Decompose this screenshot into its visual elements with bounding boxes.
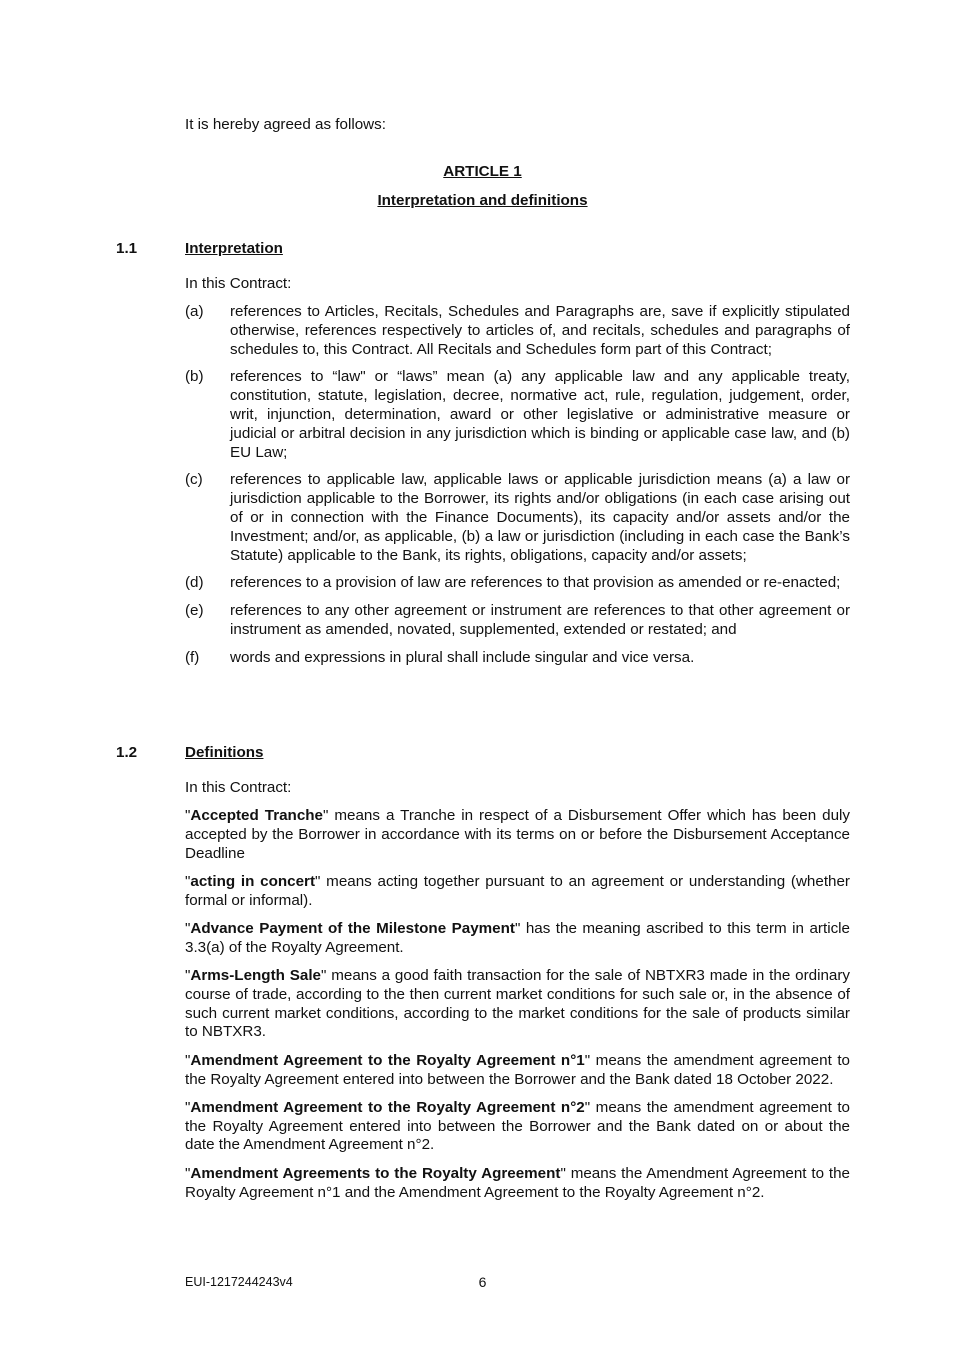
definition-text: " means a Tranche in respect of a Disbursement Offer which has been duly accepted by the Borrower in accordance with its terms on or before the Disbursement Acceptance Deadline xyxy=(185,807,850,862)
definition-entry: "Amendment Agreements to the Royalty Agreement" means the Amendment Agreement to the Royalty Agreement n°1 and the Amendment Agreement to the Royalty Agreement n°2. xyxy=(185,1164,850,1201)
definition-text: " means the amendment agreement to the Royalty Agreement entered into between the Borrower and the Bank dated on or about the date the Amendment Agreement n°2. xyxy=(185,1098,851,1154)
definition-text: " means acting together pursuant to an agreement or understanding (whether formal or informal). xyxy=(185,872,850,909)
list-item-text: references to any other agreement or instrument are references to that other agreement or instrument as amended, novated, supplemented, extended or restated; and xyxy=(230,602,850,638)
section-lead-1-2: In this Contract: xyxy=(185,779,292,796)
section-title-definitions: Definitions xyxy=(185,744,264,761)
list-item-label: (c) xyxy=(185,471,203,489)
definition-text: " means the amendment agreement to the Royalty Agreement entered into between the Borrower and the Bank dated 18 October 2022. xyxy=(185,1051,851,1088)
list-item xyxy=(185,602,850,640)
list-item xyxy=(185,574,850,593)
definition-text: " has the meaning ascribed to this term in article 3.3(a) of the Royalty Agreement. xyxy=(185,919,850,956)
definition-text: " means the Amendment Agreement to the Royalty Agreement n°1 and the Amendment Agreement to the Royalty Agreement n°2. xyxy=(185,1164,850,1201)
definition-term: Advance Payment of the Milestone Payment xyxy=(190,919,515,937)
section-number-1-1: 1.1 xyxy=(116,240,138,257)
list-item-label: (a) xyxy=(185,303,204,320)
list-item-text: references to “law" or “laws” mean (a) any applicable law and any applicable treaty, constitution, statute, legislation, decree, normative act, rule, regulation, judgement, order, writ, injunction, determination, award or other legislative or administrative measure or judicial or arbitral decision in any jurisdiction which is binding or applicable case law, and (b) EU Law; xyxy=(230,368,850,461)
definition-text: " means a good faith transaction for the sale of NBTXR3 made in the ordinary course of trade, according to the then current market conditions for such sale or, in the absence of such current market conditions, according to the market conditions for the sale of products similar to NBTXR3. xyxy=(185,967,851,1041)
article-title: Interpretation and definitions xyxy=(377,192,588,209)
list-item-text: references to applicable law, applicable laws or applicable jurisdiction means (a) a law or jurisdiction applicable to the Borrower, its rights and/or obligations (in each case arising out of or in connection with the Finance Documents), its capacity and/or assets and/or the Investment; and/or, as applicable, (b) a law or jurisdiction (including in each case the Bank’s Statute) applicable to the Bank, its rights, obligations, capacity and/or assets; xyxy=(230,471,850,564)
list-item-text: references to a provision of law are references to that provision as amended or re-enacted; xyxy=(230,574,841,592)
definition-entry: "Amendment Agreement to the Royalty Agreement n°1" means the amendment agreement to the Royalty Agreement entered into between the Borrower and the Bank dated 18 October 2022. xyxy=(185,1051,851,1088)
list-item-label: (e) xyxy=(185,602,204,620)
list-item-label: (d) xyxy=(185,574,204,592)
list-item-text: words and expressions in plural shall include singular and vice versa. xyxy=(230,648,695,666)
article-number: ARTICLE 1 xyxy=(443,163,522,180)
list-item-text: references to Articles, Recitals, Schedules and Paragraphs are, save if explicitly stipulated otherwise, references respectively to articles of, and recitals, schedules and paragraphs of schedules to, this Contract. All Recitals and Schedules form part of this Contract; xyxy=(230,303,850,358)
list-item-label: (b) xyxy=(185,368,204,386)
list-item xyxy=(185,303,850,359)
intro-text: It is hereby agreed as follows: xyxy=(185,116,386,133)
section-lead-1-1: In this Contract: xyxy=(185,275,292,292)
definition-term: Amendment Agreement to the Royalty Agreement n°2 xyxy=(190,1098,585,1116)
list-item xyxy=(185,649,850,668)
definition-entry: "Accepted Tranche" means a Tranche in respect of a Disbursement Offer which has been duly accepted by the Borrower in accordance with its terms on or before the Disbursement Acceptance Deadline xyxy=(185,807,850,862)
definition-term: Accepted Tranche xyxy=(190,807,324,824)
definition-term: acting in concert xyxy=(190,872,316,890)
list-item-label: (f) xyxy=(185,648,200,666)
interpretation-list xyxy=(185,303,850,677)
definition-entry: "Arms-Length Sale" means a good faith transaction for the sale of NBTXR3 made in the ordinary course of trade, according to the then current market conditions for such sale or, in the absence of such current market conditions, according to the market conditions for the sale of products similar to NBTXR3. xyxy=(185,967,851,1041)
definition-term: Amendment Agreement to the Royalty Agreement n°1 xyxy=(190,1051,585,1069)
section-title-interpretation: Interpretation xyxy=(185,240,283,257)
definition-entry: "Amendment Agreement to the Royalty Agreement n°2" means the amendment agreement to the Royalty Agreement entered into between the Borrower and the Bank dated on or about the date the Amendment Agreement n°2. xyxy=(185,1098,851,1154)
page-number: 6 xyxy=(478,1274,487,1290)
definition-term: Amendment Agreements to the Royalty Agreement xyxy=(190,1164,561,1182)
definition-term: Arms-Length Sale xyxy=(190,967,321,985)
list-item xyxy=(185,368,850,462)
section-number-1-2: 1.2 xyxy=(116,744,138,761)
definition-entry: "acting in concert" means acting together pursuant to an agreement or understanding (whether formal or informal). xyxy=(185,872,850,909)
definition-entry: "Advance Payment of the Milestone Payment" has the meaning ascribed to this term in article 3.3(a) of the Royalty Agreement. xyxy=(185,919,850,956)
definitions-list xyxy=(185,807,850,1212)
list-item xyxy=(185,471,850,565)
document-reference: EUI-1217244243v4 xyxy=(185,1275,293,1289)
